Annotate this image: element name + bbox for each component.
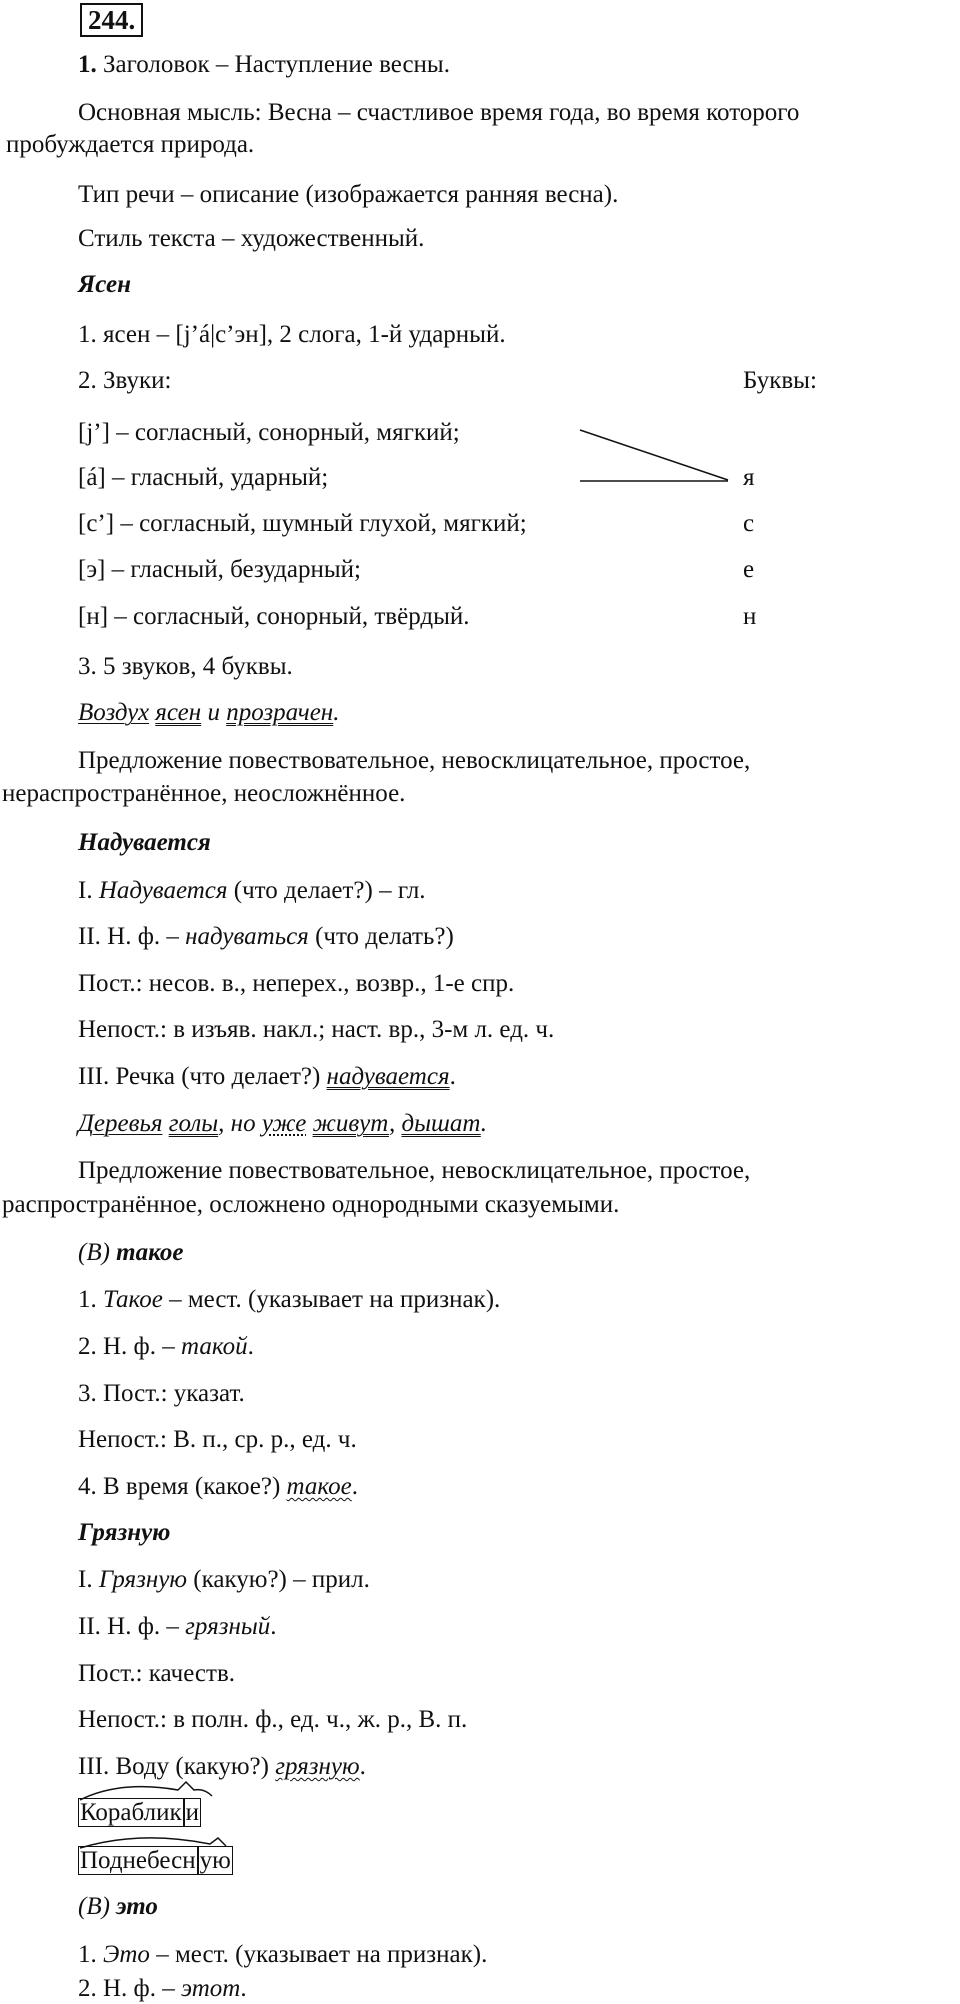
task-number: 244. [80,3,143,37]
heading-word: такое [116,1239,184,1266]
sound-row-5: [н] – согласный, сонорный, твёрдый. [78,603,470,630]
gryaznuyu-line-5 [78,1752,366,1782]
word-stem: Поднебесн [80,1847,196,1874]
line-text: 2. Н. ф. – [78,1975,182,2002]
line-text: . [270,1613,277,1640]
line-text: . [351,1473,358,1500]
word-ending: ую [199,1847,231,1874]
takoe-line-3: 3. Пост.: указат. [78,1380,245,1407]
word-italic: такой [181,1333,248,1360]
speech-type-line: Тип речи – описание (изображается ранняя весна). [78,181,619,208]
word-italic: Надувается [98,877,228,904]
takoe-line-5 [78,1472,358,1502]
letter-n: н [743,603,757,630]
conjunction: , но [218,1110,262,1137]
heading-word: это [116,1893,158,1920]
letter-ya: я [743,464,755,491]
word-stem: Кораблик [80,1799,182,1826]
sounds-label: 2. Звуки: [78,367,172,394]
sentence-1-desc-line-1: Предложение повествовательное, невосклицательное, простое, [78,747,751,774]
connector-line-j [580,430,728,480]
predicate-word: прозрачен [226,699,334,726]
item-number: 1. [78,51,97,78]
line-text: . [359,1753,366,1780]
takoe-line-4: Непост.: В. п., ср. р., ед. ч. [78,1426,357,1453]
sentence-end: . [333,699,340,726]
line-text: III. Воду (какую?) [78,1753,276,1780]
predicate-word: дышат [401,1110,481,1137]
sound-row-4: [э] – гласный, безударный; [78,556,361,583]
line-text: 1. [78,1941,103,1968]
roman-numeral: I. [78,877,99,904]
sentence-2-desc-line-2: распространённое, осложнено однородными сказуемыми. [2,1191,620,1218]
line-text: . [247,1333,254,1360]
predicate-word: голы [168,1110,219,1137]
word-italic: надуваться [185,923,309,950]
line-text: II. Н. ф. – [78,1613,186,1640]
sentence-1-desc-line-2: нераспространённое, неосложнённое. [2,780,406,807]
naduvaetsya-line-2 [78,922,454,952]
sentence-2 [78,1109,487,1139]
gryaznuyu-line-1 [78,1565,370,1595]
word-italic: Такое [103,1286,163,1313]
sentence-2-desc-line-1: Предложение повествовательное, невосклицательное, простое, [78,1157,751,1184]
morpheme-analysis-podnebesnuyu [78,1846,233,1876]
yasen-heading: Ясен [78,271,131,298]
predicate-word: надувается [326,1063,450,1090]
comma: , [388,1110,402,1137]
word-ending: и [185,1799,200,1826]
gryaznuyu-line-2 [78,1612,277,1642]
yasen-summary: 3. 5 звуков, 4 буквы. [78,653,293,680]
eto-line-1 [78,1940,487,1970]
morpheme-analysis-korabliki [78,1798,201,1828]
line-text: II. Н. ф. – [78,923,186,950]
naduvaetsya-line-4: Непост.: в изъяв. накл.; наст. вр., 3-м л. ед. ч. [78,1016,555,1043]
letter-e: е [743,556,755,583]
predicate-word: ясен [155,699,202,726]
word-italic: этот [181,1975,241,2002]
yasen-transcription: 1. ясен – [j’á|с’эн], 2 слога, 1-й ударный. [78,321,506,348]
subject-word: Деревья [78,1110,163,1137]
adverbial-word: уже [261,1110,307,1137]
word-italic: грязный [185,1613,271,1640]
attribute-word: такое [286,1473,352,1500]
gryaznuyu-line-3: Пост.: качеств. [78,1660,235,1687]
line-text: III. Речка (что делает?) [78,1063,327,1090]
conjunction: и [201,699,227,726]
naduvaetsya-line-1 [78,876,426,906]
naduvaetsya-line-3: Пост.: несов. в., неперех., возвр., 1-е спр. [78,970,515,997]
gryaznuyu-heading: Грязную [78,1519,171,1546]
line-text: – мест. (указывает на признак). [149,1941,488,1968]
naduvaetsya-line-5 [78,1062,456,1092]
sentence-end: . [480,1110,488,1137]
line-text: 1. [78,1286,103,1313]
line-text: (какую?) – прил. [187,1566,370,1593]
heading-prefix: (В) [78,1893,117,1920]
line-text: (что делает?) – гл. [227,877,426,904]
sound-row-1: [j’] – согласный, сонорный, мягкий; [78,419,460,446]
eto-heading [78,1892,158,1922]
gryaznuyu-line-4: Непост.: в полн. ф., ед. ч., ж. р., В. п. [78,1706,468,1733]
sentence-1 [78,698,339,728]
letters-label: Буквы: [743,367,817,394]
letter-s: с [743,510,755,537]
roman-numeral: I. [78,1566,99,1593]
sound-row-2: [á] – гласный, ударный; [78,464,329,491]
main-idea-line-2: пробуждается природа. [6,131,255,158]
heading-prefix: (В) [78,1239,117,1266]
line-text: (что делать?) [308,923,454,950]
subject-word: Воздух [78,699,150,726]
takoe-heading [78,1238,183,1268]
main-idea-line-1: Основная мысль: Весна – счастливое время года, во время которого [78,99,800,126]
line-text: 4. В время (какое?) [78,1473,287,1500]
title-text: Заголовок – Наступление весны. [96,51,450,78]
line-text: 2. Н. ф. – [78,1333,182,1360]
takoe-line-1 [78,1285,500,1315]
predicate-word: живут [312,1110,389,1137]
style-line: Стиль текста – художественный. [78,225,425,252]
word-italic: Грязную [98,1566,188,1593]
line-text: . [240,1975,247,2002]
attribute-word: грязную [275,1753,360,1780]
naduvaetsya-heading: Надувается [78,829,211,856]
line-text: – мест. (указывает на признак). [162,1286,501,1313]
takoe-line-2 [78,1332,254,1362]
sound-row-3: [с’] – согласный, шумный глухой, мягкий; [78,510,527,537]
word-italic: Это [103,1941,150,1968]
line-text: . [449,1063,456,1090]
